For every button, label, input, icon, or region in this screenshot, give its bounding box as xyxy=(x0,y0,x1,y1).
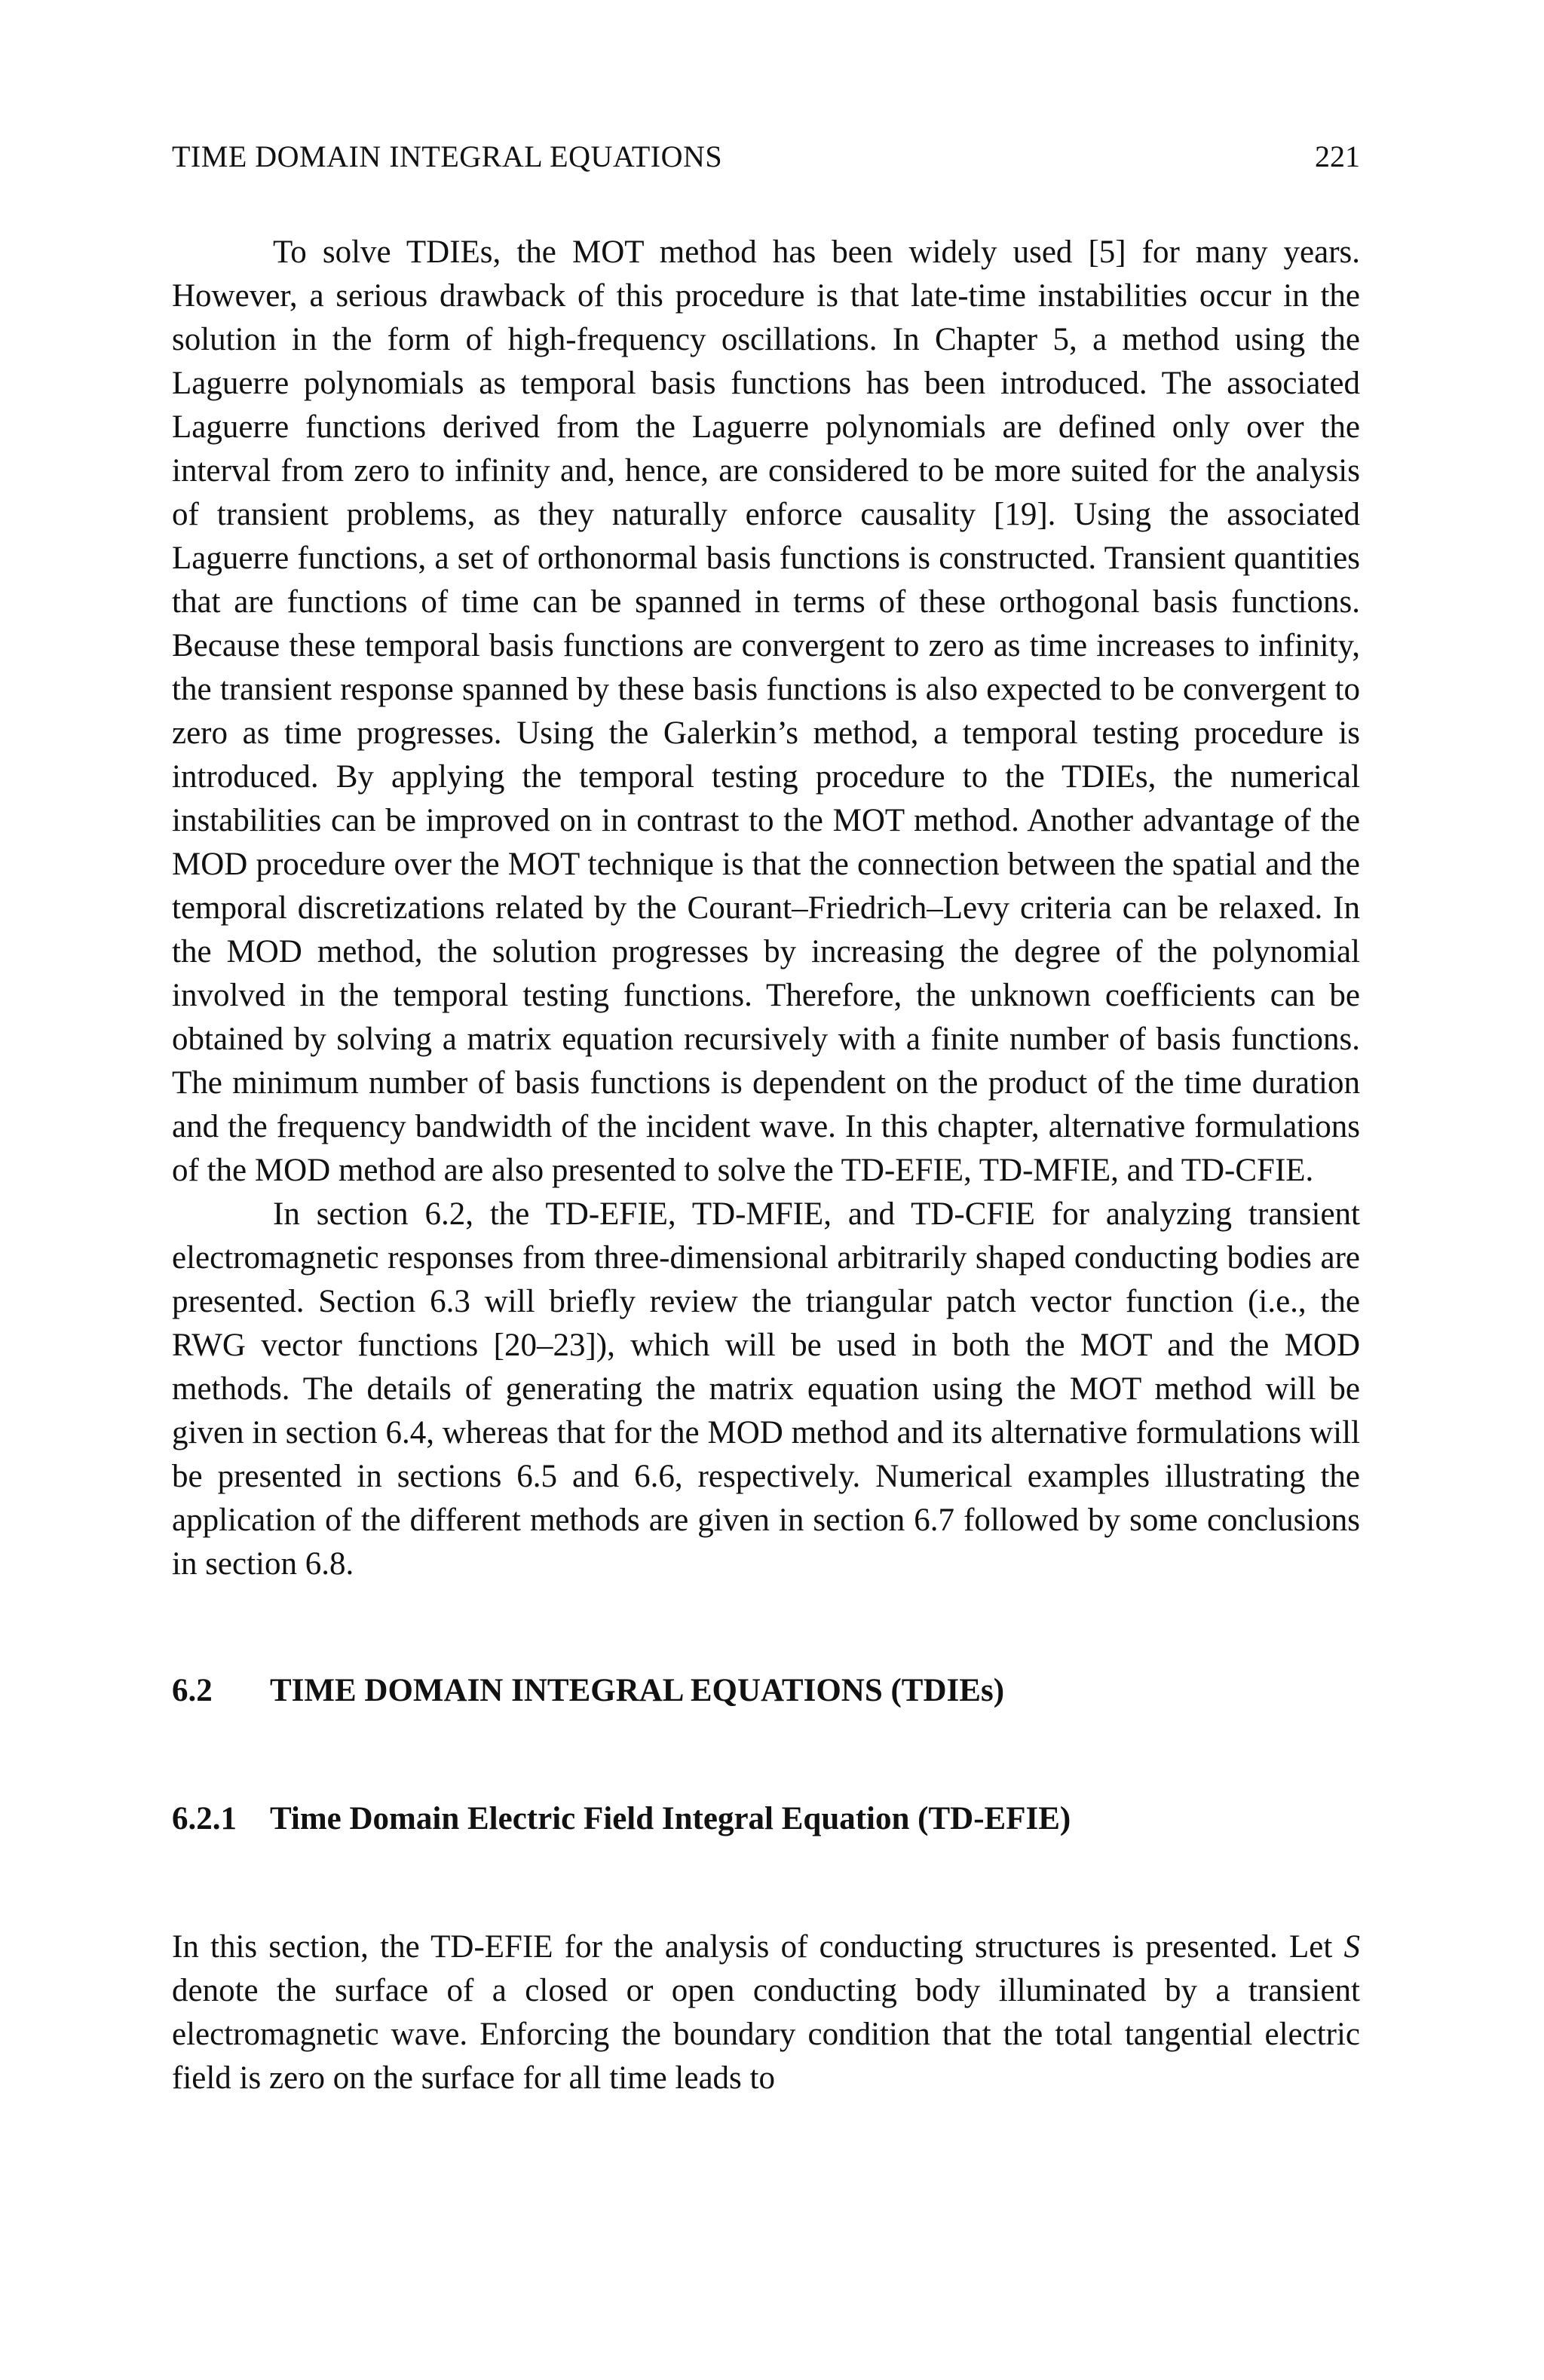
book-page xyxy=(172,136,1360,2100)
paragraph-mot-mod-overview: To solve TDIEs, the MOT method has been widely used [5] for many years. However, a serious drawback of this procedure is that late-time instabilities occur in the solution in the form of high-frequency oscillations. In Chapter 5, a method using the Laguerre polynomials as temporal basis functions has been introduced. The associated Laguerre functions derived from the Laguerre polynomials are defined only over the interval from zero to infinity and, hence, are considered to be more suited for the analysis of transient problems, as they naturally enforce causality [19]. Using the associated Laguerre functions, a set of orthonormal basis functions is constructed. Transient quantities that are functions of time can be spanned in terms of these orthogonal basis functions. Because these temporal basis functions are convergent to zero as time increases to infinity, the transient response spanned by these basis functions is also expected to be convergent to zero as time progresses. Using the Galerkin’s method, a temporal testing procedure is introduced. By applying the temporal testing procedure to the TDIEs, the numerical instabilities can be improved on in contrast to the MOT method. Another advantage of the MOD procedure over the MOT technique is that the connection between the spatial and the temporal discretizations related by the Courant–Friedrich–Levy criteria can be relaxed. In the MOD method, the solution progresses by increasing the degree of the polynomial involved in the temporal testing functions. Therefore, the unknown coefficients can be obtained by solving a matrix equation recursively with a finite number of basis functions. The minimum number of basis functions is dependent on the product of the time duration and the frequency bandwidth of the incident wave. In this chapter, alternative formulations of the MOD method are also presented to solve the TD-EFIE, TD-MFIE, and TD-CFIE. xyxy=(172,234,1360,1188)
section-number: 6.2 xyxy=(172,1673,213,1708)
running-header xyxy=(172,136,1360,178)
paragraph-text-start: In this section, the TD-EFIE for the analysis of conducting structures is presented. Let xyxy=(172,1929,1344,1965)
section-heading-6-2-1 xyxy=(172,1797,1360,1841)
surface-symbol: S xyxy=(1343,1929,1360,1965)
subsection-number: 6.2.1 xyxy=(172,1801,237,1836)
paragraph-text-end: denote the surface of a closed or open conducting body illuminated by a transient electromagnetic wave. Enforcing the boundary condition that the total tangential electric field is zero on the surface for all time leads to xyxy=(172,1973,1360,2096)
section-heading-6-2 xyxy=(172,1669,1360,1713)
section-title: TIME DOMAIN INTEGRAL EQUATIONS (TDIEs) xyxy=(270,1673,1005,1708)
running-title: TIME DOMAIN INTEGRAL EQUATIONS xyxy=(172,139,723,173)
page-number: 221 xyxy=(1315,139,1360,173)
paragraph-td-efie-intro xyxy=(172,1925,1360,2100)
paragraph-chapter-outline: In section 6.2, the TD-EFIE, TD-MFIE, and TD-CFIE for analyzing transient electromagnetic responses from three-dimensional arbitrarily shaped conducting bodies are presented. Section 6.3 will briefly review the triangular patch vector function (i.e., the RWG vector functions [20–23]), which will be used in both the MOT and the MOD methods. The details of generating the matrix equation using the MOT method will be given in section 6.4, whereas that for the MOD method and its alternative formulations will be presented in sections 6.5 and 6.6, respectively. Numerical examples illustrating the application of the different methods are given in section 6.7 followed by some conclusions in section 6.8. xyxy=(172,1196,1360,1582)
subsection-title: Time Domain Electric Field Integral Equation (TD-EFIE) xyxy=(270,1801,1071,1836)
